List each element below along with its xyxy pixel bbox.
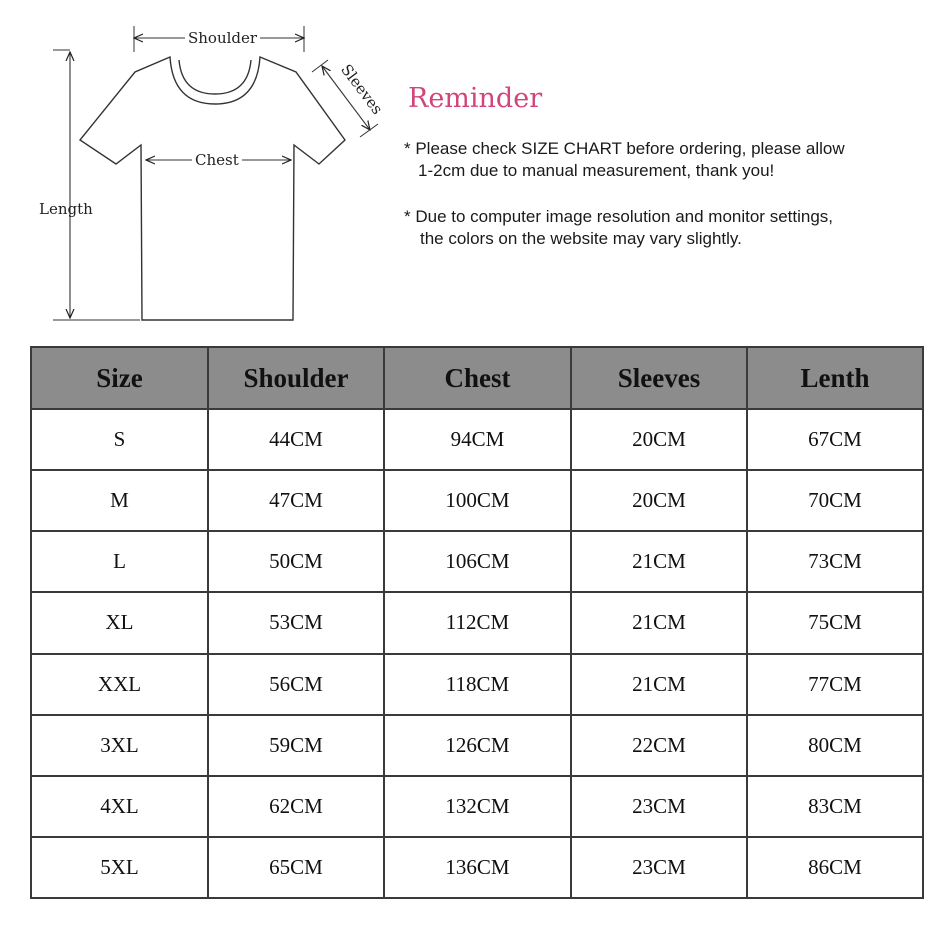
table-row [31,654,923,715]
reminder-title: Reminder [408,83,543,114]
cell-chest: 132CM [384,776,571,837]
cell-size: M [31,470,208,531]
cell-size: 4XL [31,776,208,837]
table-header-row [31,347,923,409]
cell-shoulder: 47CM [208,470,384,531]
table-row [31,837,923,898]
cell-sleeves: 20CM [571,409,747,470]
cell-chest: 94CM [384,409,571,470]
cell-length: 83CM [747,776,923,837]
table-row [31,409,923,470]
cell-length: 75CM [747,592,923,653]
header-sleeves: Sleeves [571,347,747,409]
header-size: Size [31,347,208,409]
cell-size: 5XL [31,837,208,898]
chest-label: Chest [192,151,242,169]
cell-sleeves: 21CM [571,654,747,715]
cell-chest: 126CM [384,715,571,776]
tshirt-measurement-diagram [0,0,400,335]
cell-size: L [31,531,208,592]
table-row [31,776,923,837]
reminder-note-measurement-line1: * Please check SIZE CHART before ordering, please allow [404,139,845,158]
cell-length: 73CM [747,531,923,592]
cell-size: XXL [31,654,208,715]
header-length: Lenth [747,347,923,409]
cell-sleeves: 21CM [571,592,747,653]
cell-size: XL [31,592,208,653]
cell-sleeves: 20CM [571,470,747,531]
cell-chest: 112CM [384,592,571,653]
cell-shoulder: 59CM [208,715,384,776]
reminder-note-color [404,206,924,250]
reminder-note-color-line2: the colors on the website may vary slightly. [420,229,742,248]
cell-length: 80CM [747,715,923,776]
cell-size: 3XL [31,715,208,776]
cell-shoulder: 65CM [208,837,384,898]
header-chest: Chest [384,347,571,409]
shoulder-label: Shoulder [185,29,260,47]
reminder-note-color-line1: * Due to computer image resolution and monitor settings, [404,207,834,226]
cell-sleeves: 22CM [571,715,747,776]
table-row [31,531,923,592]
cell-sleeves: 23CM [571,837,747,898]
cell-shoulder: 53CM [208,592,384,653]
cell-sleeves: 23CM [571,776,747,837]
sleeves-label: Sleeves [335,58,388,120]
cell-length: 77CM [747,654,923,715]
table-row [31,592,923,653]
reminder-note-measurement [404,138,924,182]
cell-shoulder: 50CM [208,531,384,592]
cell-size: S [31,409,208,470]
table-row [31,715,923,776]
cell-chest: 106CM [384,531,571,592]
header-shoulder: Shoulder [208,347,384,409]
cell-length: 86CM [747,837,923,898]
cell-chest: 100CM [384,470,571,531]
cell-sleeves: 21CM [571,531,747,592]
reminder-note-measurement-line2: 1-2cm due to manual measurement, thank you! [418,161,775,180]
cell-chest: 136CM [384,837,571,898]
length-label: Length [39,200,93,218]
table-row [31,470,923,531]
cell-length: 70CM [747,470,923,531]
cell-shoulder: 44CM [208,409,384,470]
cell-chest: 118CM [384,654,571,715]
cell-shoulder: 56CM [208,654,384,715]
size-chart-table [30,346,924,899]
cell-length: 67CM [747,409,923,470]
cell-shoulder: 62CM [208,776,384,837]
